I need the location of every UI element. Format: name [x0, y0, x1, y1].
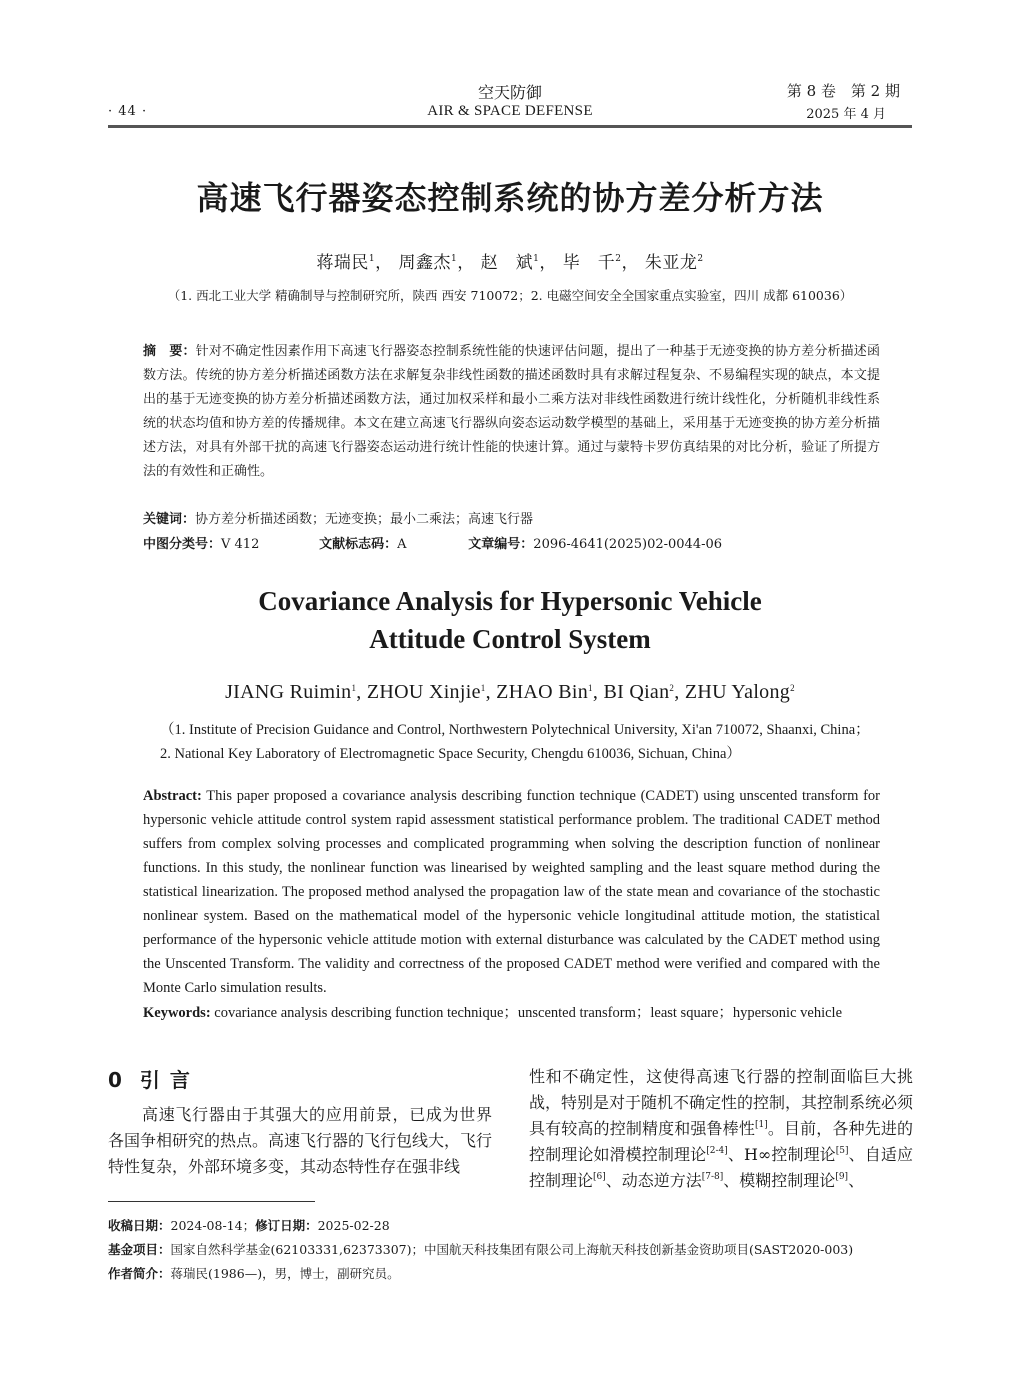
affiliation-mark: 1	[351, 683, 357, 693]
citation[interactable]: [2-4]	[706, 1146, 728, 1156]
body-text: 、自适应控制理论	[529, 1145, 913, 1190]
abstract-text-cn: 针对不确定性因素作用下高速飞行器姿态控制系统性能的快速评估问题，提出了一种基于无迹变换的协方差分析描述函数方法。传统的协方差分析描述函数方法在求解复杂非线性函数的描述函数时具有求解过程复杂、不易编程实现的缺点，本文提出的基于无迹变换的协方差分析描述函数方法，通过加权采样和最小二乘方法对非线性函数进行统计线性化，分析随机非线性系统的状态均值和协方差的传播规律。本文在建立高速飞行器纵向姿态运动数学模型的基础上，采用基于无迹变换的协方差分析描述方法，对具有外部干扰的高速飞行器姿态运动进行统计性能的快速计算。通过与蒙特卡罗仿真结果的对比分析，验证了所提方法的有效性和正确性。	[143, 344, 880, 479]
affiliation-mark: 1	[588, 683, 593, 693]
affiliation-mark: 2	[615, 254, 622, 264]
keywords-cn	[143, 508, 880, 532]
clc-label: 中图分类号：	[143, 537, 222, 552]
footnote-dates	[108, 1216, 928, 1236]
abstract-label-cn: 摘 要：	[143, 344, 196, 359]
received-label: 收稿日期：	[108, 1218, 171, 1233]
page-number: · 44 ·	[108, 104, 148, 119]
footnote-funding	[108, 1240, 928, 1260]
body-column-right	[529, 1064, 913, 1194]
header-rule	[108, 125, 912, 128]
affiliation-mark: 2	[697, 254, 704, 264]
section-number: 0	[108, 1068, 122, 1092]
keywords-label-cn: 关键词：	[143, 512, 196, 527]
affiliation-mark: 1	[368, 254, 376, 264]
keywords-text-en: covariance analysis describing function technique；unscented transform；least square；hypersonic vehicle	[214, 1005, 843, 1021]
citation[interactable]: [7-8]	[701, 1172, 724, 1182]
volume-issue: 第 8 卷 第 2 期	[786, 82, 900, 100]
body-text: 。目前，各种先进的控制理论如滑模控制理论	[529, 1119, 913, 1164]
author-name: 蒋瑞民	[316, 253, 369, 273]
title-line: Attitude Control System	[369, 624, 651, 654]
citation[interactable]: [1]	[754, 1120, 768, 1130]
classification-line	[143, 533, 880, 552]
body-text: 性和不确定性，这使得高速飞行器的控制面临巨大挑战，特别是对于随机不确定性的控制，其控制系统必须具有较高的控制精度和强鲁棒性	[529, 1067, 914, 1138]
author-name: BI Qian	[603, 681, 670, 703]
journal-name-cn: 空天防御	[477, 83, 542, 102]
document-code	[319, 533, 464, 552]
author-name: 赵 斌	[480, 253, 534, 273]
affiliation-mark: 1	[480, 683, 486, 693]
footnote-rule	[108, 1201, 315, 1202]
title-line: Covariance Analysis for Hypersonic Vehicle	[258, 586, 762, 616]
abstract-text-en: This paper proposed a covariance analysis describing function technique (CADET) using unscented transform for hypersonic vehicle attitude control system rapid assessment statistical performance problem. The traditional CADET method suffers from complex solving processes and complicated programming when solving the description function of nonlinear functions. In this study, the nonlinear function was linearised by weighted sampling and the least square method during the statistical linearization. The proposed method analysed the propagation law of the state mean and covariance of the stochastic nonlinear system. Based on the mathematical model of the hypersonic vehicle longitudinal attitude motion, the statistical performance of the hypersonic vehicle attitude motion with external disturbance was calculated by the CADET method using the Unscented Transform. The validity and correctness of the proposed CADET method were verified and compared with the Monte Carlo simulation results.	[143, 788, 880, 996]
paper-title-en	[0, 582, 1020, 658]
paper-title-cn: 高速飞行器姿态控制系统的协方差分析方法	[196, 179, 824, 217]
author-name: ZHAO Bin	[496, 681, 589, 703]
author-bio-text: 蒋瑞民(1986—)，男，博士，副研究员。	[170, 1266, 400, 1281]
revised-date: 2025-02-28	[317, 1218, 390, 1233]
issue-date: 2025 年 4 月	[806, 107, 886, 122]
affiliation-en: （1. Institute of Precision Guidance and Control, Northwestern Polytechnical University, Xi'an 710072, Shaanxi, China；2. National Key Laboratory of Electromagnetic Space Security, Chengdu 610036, Sichuan, China）	[160, 722, 870, 762]
journal-name-en: AIR & SPACE DEFENSE	[427, 103, 593, 119]
keywords-label-en: Keywords:	[143, 1005, 211, 1021]
citation[interactable]: [6]	[593, 1172, 606, 1182]
abstract-en	[143, 784, 880, 1000]
affiliation-mark: 1	[450, 254, 458, 264]
author-name: ZHOU Xinjie	[366, 681, 481, 703]
revised-label: 修订日期：	[255, 1218, 318, 1233]
section-title: 引言	[139, 1068, 200, 1092]
author-bio-label: 作者简介：	[108, 1266, 171, 1281]
author-list-cn: 蒋瑞民$^1$， 周鑫杰$^1$， 赵 斌$^1$， 毕 千$^2$， 朱亚龙$^2$	[316, 253, 704, 273]
abstract-label-en: Abstract:	[143, 788, 202, 804]
citation[interactable]: [5]	[835, 1146, 849, 1156]
body-text: 、动态逆方法	[605, 1171, 702, 1190]
body-text: 、	[848, 1171, 865, 1190]
body-text: 、模糊控制理论	[723, 1171, 836, 1190]
affiliation-mark: 1	[533, 254, 540, 264]
author-name: JIANG Ruimin	[225, 681, 352, 703]
body-column-left: 高速飞行器由于其强大的应用前景，已成为世界各国争相研究的热点。高速飞行器的飞行包线大，飞行特性复杂，外部环境多变，其动态特性存在强非线	[108, 1105, 493, 1176]
doc-code-value: A	[397, 537, 407, 552]
fund-text: 国家自然科学基金(62103331,62373307)；中国航天科技集团有限公司上海航天科技创新基金资助项目(SAST2020-003)	[170, 1242, 854, 1257]
footnote-author-bio	[108, 1264, 928, 1284]
body-text: 、H∞控制理论	[727, 1145, 836, 1164]
affiliation-mark: 2	[790, 683, 795, 693]
doc-code-label: 文献标志码：	[319, 537, 398, 552]
received-date: 2024-08-14；	[170, 1218, 256, 1233]
affiliation-cn: （1. 西北工业大学 精确制导与控制研究所，陕西 西安 710072；2. 电磁空间安全全国家重点实验室，四川 成都 610036）	[167, 288, 853, 303]
affiliation-mark: 2	[669, 683, 675, 693]
author-name: 毕 千	[562, 253, 616, 273]
section-heading	[108, 1064, 200, 1093]
author-name: 周鑫杰	[398, 253, 451, 273]
author-list-en: JIANG Ruimin$^1$, ZHOU Xinjie$^1$, ZHAO Bin$^1$, BI Qian$^2$, ZHU Yalong$^2$	[225, 681, 795, 703]
citation[interactable]: [9]	[835, 1172, 849, 1182]
article-id-value: 2096-4641(2025)02-0044-06	[533, 537, 723, 552]
abstract-cn	[143, 340, 880, 484]
article-id-label: 文章编号：	[468, 537, 534, 552]
clc-value: V 412	[221, 537, 260, 552]
author-name: ZHU Yalong	[684, 681, 791, 703]
author-name: 朱亚龙	[644, 253, 698, 273]
article-id	[468, 533, 722, 552]
clc-number	[143, 533, 315, 552]
keywords-text-cn: 协方差分析描述函数；无迹变换；最小二乘法；高速飞行器	[195, 512, 534, 527]
fund-label: 基金项目：	[108, 1242, 171, 1257]
keywords-en	[143, 1001, 880, 1025]
